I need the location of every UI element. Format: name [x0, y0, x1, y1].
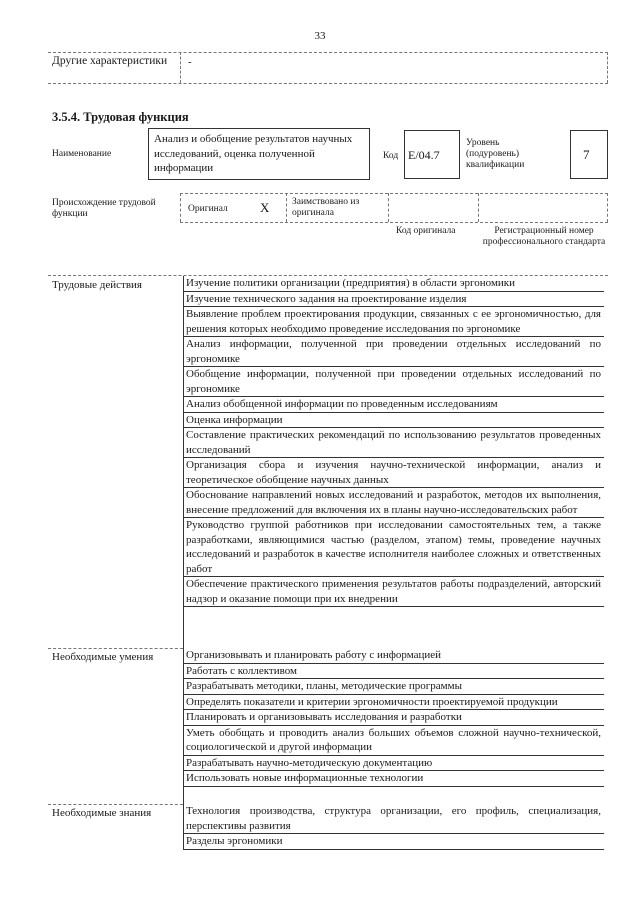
list-item: Изучение политики организации (предприятия) в области эргономики [183, 276, 604, 292]
original-mark: X [260, 200, 270, 215]
list-item: Работать с коллективом [183, 664, 604, 680]
list-item: Обобщение информации, полученной при проведении отдельных исследований по эргономике [183, 367, 604, 397]
list-item: Разделы эргономики [183, 834, 604, 850]
section-label-knowledge: Необходимые знания [52, 807, 152, 819]
divider [607, 52, 608, 83]
reg-number-label: Регистрационный номер профессионального стандарта [482, 226, 606, 247]
list-item: Обеспечение практического применения результатов работы подразделений, авторский надзор и оказание помощи при их внедрении [183, 577, 604, 607]
list-item: Анализ информации, полученной при проведении отдельных исследований по эргономике [183, 337, 604, 367]
level-value: 7 [583, 147, 590, 162]
list-item: Составление практических рекомендаций по использованию результатов проведенных исследований [183, 428, 604, 458]
divider [48, 52, 608, 53]
code-value: E/04.7 [408, 148, 440, 162]
list-item: Организация сбора и изучения научно-технической информации, анализ и теоретическое обобщение научных данных [183, 458, 604, 488]
name-label: Наименование [52, 149, 112, 159]
origin-label: Происхождение трудовой функции [52, 198, 156, 219]
actions-list [183, 276, 604, 607]
page-number: 33 [314, 30, 326, 42]
original-label: Оригинал [188, 204, 228, 214]
name-value: Анализ и обобщение результатов научных исследований, оценка полученной информации [154, 133, 353, 174]
list-item: Анализ обобщенной информации по проведенным исследованиям [183, 397, 604, 413]
skills-list [183, 648, 604, 787]
list-item: Технология производства, структура организации, его профиль, специализация, перспективы развития [183, 804, 604, 834]
list-item: Изучение технического задания на проектирование изделия [183, 292, 604, 308]
other-characteristics-label: Другие характеристики [52, 55, 168, 67]
divider [48, 648, 183, 649]
borrowed-label: Заимствовано из оригинала [292, 197, 360, 218]
list-item: Организовывать и планировать работу с информацией [183, 648, 604, 664]
divider [180, 193, 181, 222]
section-label-actions: Трудовые действия [52, 279, 142, 291]
divider [48, 804, 183, 805]
divider [607, 193, 608, 222]
code-original-label: Код оригинала [396, 226, 456, 236]
list-item: Оценка информации [183, 413, 604, 429]
list-item: Планировать и организовывать исследования и разработки [183, 710, 604, 726]
knowledge-list [183, 804, 604, 850]
list-item: Уметь обобщать и проводить анализ больших объемов сложной научно-технической, социологической и другой информации [183, 726, 604, 756]
list-item: Разрабатывать научно-методическую документацию [183, 756, 604, 772]
divider [180, 52, 181, 83]
list-item: Руководство группой работников при исследовании самостоятельных тем, а также разработками, являющимися частью (разделом, этапом) темы, проведение научных исследований и разработок в качестве исполнителя наиболее сложных и ответственных работ [183, 518, 604, 577]
level-label: Уровень (подуровень) квалификации [466, 138, 525, 170]
divider [180, 193, 608, 194]
divider [286, 193, 287, 222]
code-label: Код [383, 151, 399, 161]
section-label-skills: Необходимые умения [52, 651, 154, 663]
list-item: Определять показатели и критерии эргономичности проектируемой продукции [183, 695, 604, 711]
divider [388, 193, 389, 222]
list-item: Разрабатывать методики, планы, методические программы [183, 679, 604, 695]
other-characteristics-value: - [188, 56, 192, 68]
divider [180, 222, 608, 223]
section-heading: 3.5.4. Трудовая функция [52, 110, 189, 124]
list-item: Использовать новые информационные технологии [183, 771, 604, 787]
list-item: Обоснование направлений новых исследований и разработок, методов их выполнения, внесение предложений для включения их в планы научно-исследовательских работ [183, 488, 604, 518]
divider [478, 193, 479, 222]
divider [48, 83, 608, 84]
list-item: Выявление проблем проектирования продукции, связанных с ее эргономичностью, для решения которых необходимо проведение исследования по эргономике [183, 307, 604, 337]
